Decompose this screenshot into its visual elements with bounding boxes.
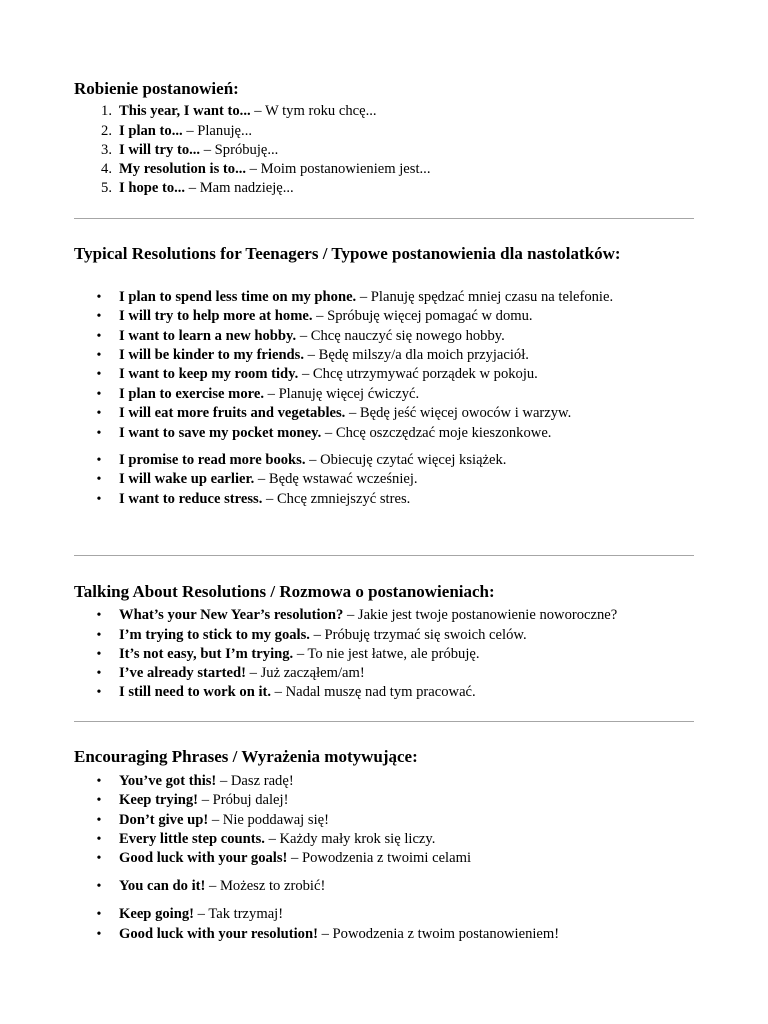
english-phrase: My resolution is to... bbox=[119, 161, 247, 177]
bullet-icon: • bbox=[96, 927, 102, 942]
bullet-icon: • bbox=[96, 290, 102, 305]
english-phrase: What’s your New Year’s resolution? bbox=[119, 607, 344, 623]
english-phrase: I still need to work on it. bbox=[119, 684, 272, 700]
english-phrase: I will eat more fruits and vegetables. bbox=[119, 405, 346, 421]
english-phrase: It’s not easy, but I’m trying. bbox=[119, 646, 294, 662]
english-phrase: This year, I want to... bbox=[119, 103, 251, 119]
english-phrase: I’ve already started! bbox=[119, 665, 246, 681]
polish-translation: – Jakie jest twoje postanowienie noworoczne? bbox=[343, 607, 618, 623]
english-phrase: I will wake up earlier. bbox=[119, 471, 255, 487]
section-heading-making-resolutions: Robienie postanowień: bbox=[74, 79, 239, 98]
bullet-icon: • bbox=[96, 879, 102, 894]
list-number: 5. bbox=[101, 180, 112, 196]
bullet-icon: • bbox=[96, 685, 102, 700]
english-phrase: I want to learn a new hobby. bbox=[119, 328, 297, 344]
bullet-icon: • bbox=[96, 774, 102, 789]
polish-translation: – Możesz to zrobić! bbox=[205, 878, 326, 894]
list-number: 1. bbox=[101, 103, 112, 119]
polish-translation: – Chcę utrzymywać porządek w pokoju. bbox=[298, 366, 538, 382]
polish-translation: – Każdy mały krok się liczy. bbox=[264, 831, 436, 847]
list-number: 2. bbox=[101, 123, 112, 139]
polish-translation: – Spróbuję więcej pomagać w domu. bbox=[312, 308, 533, 324]
polish-translation: – Chcę oszczędzać moje kieszonkowe. bbox=[321, 425, 552, 441]
english-phrase: I will try to help more at home. bbox=[119, 308, 313, 324]
english-phrase: Keep going! bbox=[119, 906, 194, 922]
bullet-icon: • bbox=[96, 492, 102, 507]
polish-translation: – Spróbuję... bbox=[200, 142, 279, 158]
section-divider bbox=[74, 555, 694, 556]
bullet-icon: • bbox=[96, 406, 102, 421]
polish-translation: – Próbuję trzymać się swoich celów. bbox=[309, 627, 527, 643]
polish-translation: – W tym roku chcę... bbox=[250, 103, 377, 119]
english-phrase: You’ve got this! bbox=[119, 773, 217, 789]
polish-translation: – To nie jest łatwe, ale próbuję. bbox=[293, 646, 480, 662]
english-phrase: You can do it! bbox=[119, 878, 206, 894]
bullet-icon: • bbox=[96, 309, 102, 324]
bullet-icon: • bbox=[96, 666, 102, 681]
section-heading-talking-about-resolutions: Talking About Resolutions / Rozmowa o postanowieniach: bbox=[74, 582, 495, 601]
bullet-icon: • bbox=[96, 851, 102, 866]
polish-translation: – Nie poddawaj się! bbox=[208, 812, 329, 828]
polish-translation: – Planuję więcej ćwiczyć. bbox=[263, 386, 420, 402]
english-phrase: I want to reduce stress. bbox=[119, 491, 263, 507]
bullet-icon: • bbox=[96, 907, 102, 922]
english-phrase: I plan to... bbox=[119, 123, 183, 139]
bullet-icon: • bbox=[96, 329, 102, 344]
polish-translation: – Moim postanowieniem jest... bbox=[246, 161, 431, 177]
polish-translation: – Będę milszy/a dla moich przyjaciół. bbox=[304, 347, 529, 363]
list-number: 4. bbox=[101, 161, 112, 177]
section-divider bbox=[74, 721, 694, 722]
bullet-icon: • bbox=[96, 793, 102, 808]
english-phrase: Keep trying! bbox=[119, 792, 199, 808]
section-heading-typical-resolutions: Typical Resolutions for Teenagers / Typowe postanowienia dla nastolatków: bbox=[74, 244, 621, 263]
english-phrase: I promise to read more books. bbox=[119, 452, 306, 468]
polish-translation: – Będę wstawać wcześniej. bbox=[254, 471, 418, 487]
bullet-icon: • bbox=[96, 832, 102, 847]
bullet-icon: • bbox=[96, 387, 102, 402]
polish-translation: – Już zacząłem/am! bbox=[246, 665, 365, 681]
section-divider bbox=[74, 218, 694, 219]
english-phrase: Every little step counts. bbox=[119, 831, 265, 847]
bullet-icon: • bbox=[96, 608, 102, 623]
english-phrase: I will try to... bbox=[119, 142, 201, 158]
polish-translation: – Planuję spędzać mniej czasu na telefonie. bbox=[356, 289, 614, 305]
english-phrase: I hope to... bbox=[119, 180, 186, 196]
polish-translation: – Tak trzymaj! bbox=[194, 906, 284, 922]
bullet-icon: • bbox=[96, 426, 102, 441]
polish-translation: – Planuję... bbox=[182, 123, 252, 139]
bullet-icon: • bbox=[96, 472, 102, 487]
bullet-icon: • bbox=[96, 813, 102, 828]
section-heading-encouraging-phrases: Encouraging Phrases / Wyrażenia motywujące: bbox=[74, 747, 418, 766]
english-phrase: I plan to spend less time on my phone. bbox=[119, 289, 357, 305]
polish-translation: – Obiecuję czytać więcej książek. bbox=[305, 452, 507, 468]
english-phrase: I plan to exercise more. bbox=[119, 386, 264, 402]
list-number: 3. bbox=[101, 142, 112, 158]
english-phrase: I want to save my pocket money. bbox=[119, 425, 322, 441]
english-phrase: I will be kinder to my friends. bbox=[119, 347, 305, 363]
bullet-icon: • bbox=[96, 367, 102, 382]
english-phrase: I’m trying to stick to my goals. bbox=[119, 627, 310, 643]
polish-translation: – Będę jeść więcej owoców i warzyw. bbox=[345, 405, 572, 421]
english-phrase: Good luck with your goals! bbox=[119, 850, 288, 866]
polish-translation: – Powodzenia z twoimi celami bbox=[287, 850, 471, 866]
english-phrase: Don’t give up! bbox=[119, 812, 209, 828]
polish-translation: – Dasz radę! bbox=[216, 773, 294, 789]
polish-translation: – Chcę zmniejszyć stres. bbox=[262, 491, 411, 507]
bullet-icon: • bbox=[96, 348, 102, 363]
polish-translation: – Powodzenia z twoim postanowieniem! bbox=[317, 926, 560, 942]
polish-translation: – Mam nadzieję... bbox=[185, 180, 294, 196]
bullet-icon: • bbox=[96, 453, 102, 468]
english-phrase: I want to keep my room tidy. bbox=[119, 366, 299, 382]
polish-translation: – Chcę nauczyć się nowego hobby. bbox=[296, 328, 505, 344]
polish-translation: – Nadal muszę nad tym pracować. bbox=[271, 684, 476, 700]
bullet-icon: • bbox=[96, 628, 102, 643]
bullet-icon: • bbox=[96, 647, 102, 662]
english-phrase: Good luck with your resolution! bbox=[119, 926, 318, 942]
polish-translation: – Próbuj dalej! bbox=[198, 792, 289, 808]
